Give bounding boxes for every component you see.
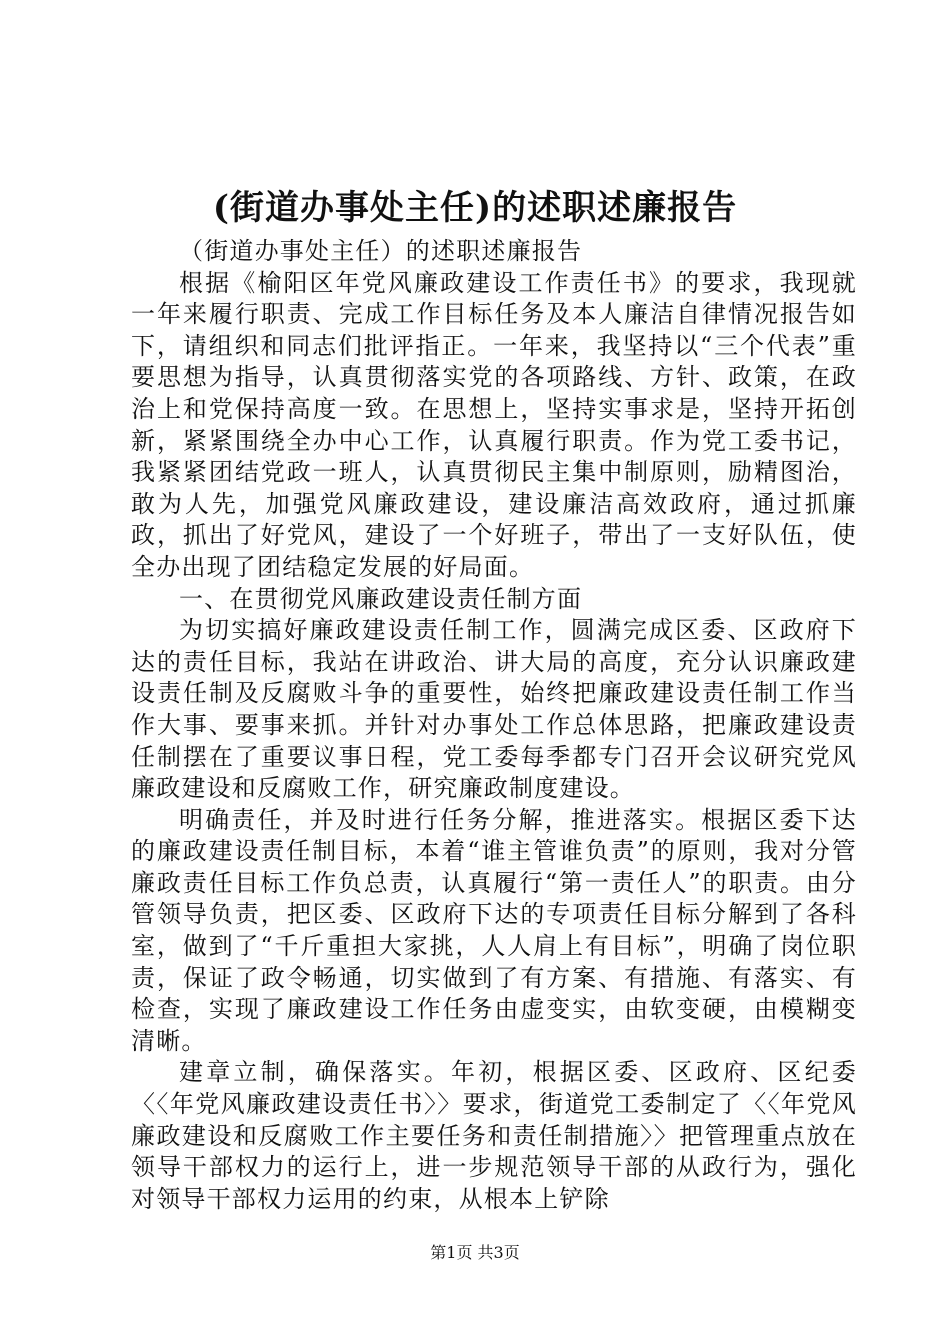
body-paragraph: 为切实搞好廉政建设责任制工作，圆满完成区委、区政府下达的责任目标，我站在讲政治、讲大局的高度，充分认识廉政建设责任制及反腐败斗争的重要性，始终把廉政建设责任制工作当作大事、要事来抓。并针对办事处工作总体思路，把廉政建设责任制摆在了重要议事日程，党工委每季都专门召开会议研究党风廉政建设和反腐败工作，研究廉政制度建设。 — [131, 616, 857, 803]
page-number-footer: 第1页 共3页 — [430, 1243, 520, 1262]
body-paragraph: 明确责任，并及时进行任务分解，推进落实。根据区委下达的廉政建设责任制目标，本着“谁主管谁负责”的原则，我对分管廉政责任目标工作负总责，认真履行“第一责任人”的职责。由分管领导负责，把区委、区政府下达的专项责任目标分解到了各科室，做到了“千斤重担大家挑，人人肩上有目标”，明确了岗位职责，保证了政令畅通，切实做到了有方案、有措施、有落实、有检查，实现了廉政建设工作任务由虚变实，由软变硬，由模糊变清晰。 — [131, 805, 857, 1055]
section-heading: 一、在贯彻党风廉政建设责任制方面 — [179, 584, 583, 613]
body-paragraph: 根据《榆阳区年党风廉政建设工作责任书》的要求，我现就一年来履行职责、完成工作目标任务及本人廉洁自律情况报告如下，请组织和同志们批评指正。一年来，我坚持以“三个代表”重要思想为指导，认真贯彻落实党的各项路线、方针、政策，在政治上和党保持高度一致。在思想上，坚持实事求是，坚持开拓创新，紧紧围绕全办中心工作，认真履行职责。作为党工委书记，我紧紧团结党政一班人，认真贯彻民主集中制原则，励精图治，敢为人先，加强党风廉政建设，建设廉洁高效政府，通过抓廉政，抓出了好党风，建设了一个好班子，带出了一支好队伍，使全办出现了团结稳定发展的好局面。 — [131, 268, 857, 581]
body-paragraph: 建章立制，确保落实。年初，根据区委、区政府、区纪委〈〈年党风廉政建设责任书〉〉要求，街道党工委制定了〈〈年党风廉政建设和反腐败工作主要任务和责任制措施〉〉把管理重点放在领导干部权力的运行上，进一步规范领导干部的从政行为，强化对领导干部权力运用的约束，从根本上铲除 — [131, 1058, 857, 1213]
subtitle-paragraph: （街道办事处主任）的述职述廉报告 — [179, 237, 583, 265]
document-body — [131, 236, 857, 1215]
page-title: (街道办事处主任)的述职述廉报告 — [212, 188, 738, 228]
